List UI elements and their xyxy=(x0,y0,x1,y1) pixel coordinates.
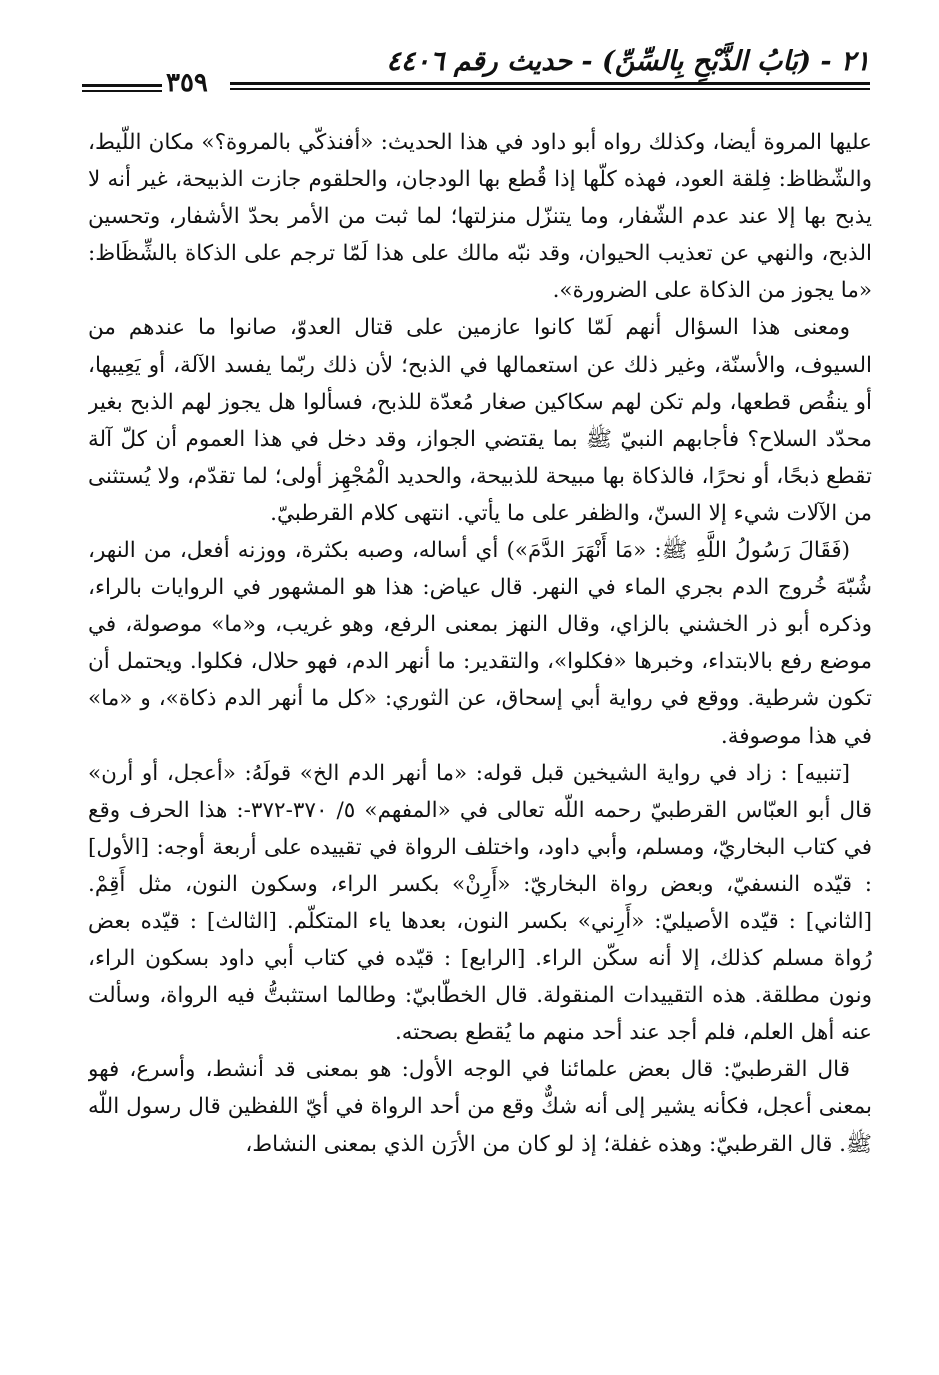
paragraph: [تنبيه] : زاد في رواية الشيخين قبل قوله: «ما أنهر الدم الخ» قولَهُ: «أعجل، أو أرن» قال أبو العبّاس القرطبيّ رحمه اللّه تعالى في «المفهم» ٥/ ٣٧٠-٣٧٢-: هذا الحرف وقع في كتاب البخاريّ، ومسلم، وأبي داود، واختلف الرواة في تقييده على أربعة أوجه: [الأول] : قيّده النسفيّ، وبعض رواة البخاريّ: «أَرِنْ» بكسر الراء، وسكون النون، مثل أَقِمْ. [الثاني] : قيّده الأصيليّ: «أَرِني» بكسر النون، بعدها ياء المتكلّم. [الثالث] : قيّده بعض رُواة مسلم كذلك، إلا أنه سكّن الراء. [الرابع] : قيّده في كتاب أبي داود بسكون الراء، ونون مطلقة. هذه التقييدات المنقولة. قال الخطّابيّ: وطالما استثبتُّ فيه الرواة، وسألت عنه أهل العلم، فلم أجد عند أحد منهم ما يُقطع بصحته. xyxy=(88,760,872,1046)
header-title: ٢١ - (بَابُ الذَّبْحِ بِالسِّنِّ) - حديث رقم ٤٤٠٦ xyxy=(386,46,870,77)
paragraph: (فَقَالَ رَسُولُ اللَّهِ ﷺ: «مَا أَنْهَرَ الدَّمَ») أي أساله، وصبه بكثرة، ووزنه أفعل، من النهر، شُبّهَ خُروج الدم بجري الماء في النهر. قال عياض: هذا هو المشهور في الروايات بالراء، وذكره أبو ذر الخشني بالزاي، وقال النهز بمعنى الرفع، وهو غريب، و«ما» موصولة، في موضع رفع بالابتداء، وخبرها «فكلوا»، والتقدير: ما أنهر الدم، فهو حلال، فكلوا. ويحتمل أن تكون شرطية. ووقع في رواية أبي إسحاق، عن الثوري: «كل ما أنهر الدم ذكاة»، و «ما» في هذا موصوفة. xyxy=(88,538,872,749)
body-text xyxy=(88,124,872,1364)
paragraph: عليها المروة أيضا، وكذلك رواه أبو داود في هذا الحديث: «أفنذكّي بالمروة؟» مكان اللّيط، والشّظاظ: فِلقة العود، فهذه كلّها إذا قُطع بها الودجان، والحلقوم جازت الذبيحة، غير أنه لا يذبح بها إلا عند عدم الشّفار، وما يتنزّل منزلتها؛ لما ثبت من الأمر بحدّ الأشفار، وتحسين الذبح، والنهي عن تعذيب الحيوان، وقد نبّه مالك على هذا لَمّا ترجم على الذكاة بالشِّظَاظ: «ما يجوز من الذكاة على الضرورة». xyxy=(88,130,872,304)
header-rule xyxy=(230,88,870,90)
running-header xyxy=(70,40,870,100)
page-number-rule xyxy=(82,90,162,92)
paragraph: قال القرطبيّ: قال بعض علمائنا في الوجه الأول: هو بمعنى قد أنشط، وأسرع، فهو بمعنى أعجل، فكأنه يشير إلى أنه شكٌّ وقع من أحد الرواة في أيّ اللفظين قال رسول اللّه ﷺ. قال القرطبيّ: وهذه غفلة؛ إذ لو كان من الأرَن الذي بمعنى النشاط، xyxy=(88,1057,872,1157)
paragraph: ومعنى هذا السؤال أنهم لَمّا كانوا عازمين على قتال العدوّ، صانوا ما عندهم من السيوف، والأسنّة، وغير ذلك عن استعمالها في الذبح؛ لأن ذلك ربّما يفسد الآلة، أو يَعِيبها، أو ينقُص قطعها، ولم تكن لهم سكاكين صغار مُعدّة للذبح، فسألوا هل يجوز لهم الذبح بغير محدّد السلاح؟ فأجابهم النبيّ ﷺ بما يقتضي الجواز، وقد دخل في هذا العموم أن كلّ آلة تقطع ذبحًا، أو نحرًا، فالذكاة بها مبيحة للذبيحة، والحديد الْمُجْهِز أولى؛ لما تقدّم، ولا يُستثنى من الآلات شيء إلا السنّ، والظفر على ما يأتي. انتهى كلام القرطبيّ. xyxy=(88,315,872,526)
header-rule xyxy=(230,82,870,85)
page-number: ٣٥٩ xyxy=(166,68,208,98)
page-number-rule xyxy=(82,84,162,87)
